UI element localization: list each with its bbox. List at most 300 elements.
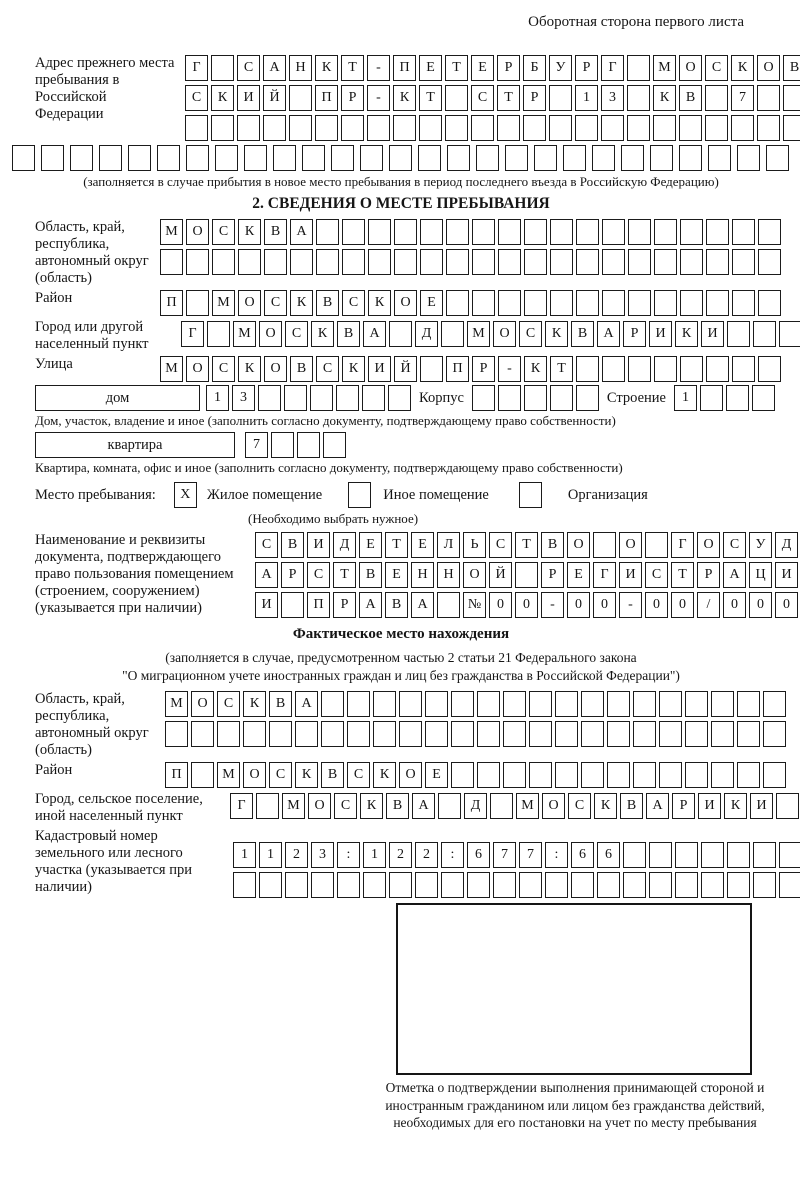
char-cell[interactable]: [763, 691, 786, 717]
char-cell[interactable]: [347, 691, 370, 717]
char-cell[interactable]: [576, 356, 599, 382]
char-cell[interactable]: Т: [333, 562, 356, 588]
char-cell[interactable]: [627, 55, 650, 81]
char-cell[interactable]: В: [281, 532, 304, 558]
char-cell[interactable]: В: [316, 290, 339, 316]
char-cell[interactable]: О: [259, 321, 282, 347]
char-cell[interactable]: [711, 721, 734, 747]
char-cell[interactable]: [654, 356, 677, 382]
char-cell[interactable]: 0: [723, 592, 746, 618]
char-cell[interactable]: С: [237, 55, 260, 81]
char-cell[interactable]: Н: [411, 562, 434, 588]
char-cell[interactable]: [524, 385, 547, 411]
char-cell[interactable]: [621, 145, 644, 171]
char-cell[interactable]: [297, 432, 320, 458]
char-cell[interactable]: [645, 532, 668, 558]
char-cell[interactable]: [732, 356, 755, 382]
char-cell[interactable]: М: [212, 290, 235, 316]
char-cell[interactable]: С: [217, 691, 240, 717]
char-cell[interactable]: [549, 115, 572, 141]
char-cell[interactable]: О: [619, 532, 642, 558]
char-cell[interactable]: Р: [623, 321, 646, 347]
char-cell[interactable]: Е: [567, 562, 590, 588]
char-cell[interactable]: М: [160, 219, 183, 245]
char-cell[interactable]: [659, 691, 682, 717]
char-cell[interactable]: [680, 356, 703, 382]
char-cell[interactable]: [711, 762, 734, 788]
char-cell[interactable]: [581, 721, 604, 747]
char-cell[interactable]: [550, 290, 573, 316]
char-cell[interactable]: [654, 290, 677, 316]
char-cell[interactable]: А: [411, 592, 434, 618]
char-cell[interactable]: [602, 290, 625, 316]
char-cell[interactable]: [623, 872, 646, 898]
char-cell[interactable]: [12, 145, 35, 171]
char-cell[interactable]: [534, 145, 557, 171]
char-cell[interactable]: [633, 762, 656, 788]
residential-premises-checkbox[interactable]: X: [174, 482, 197, 508]
char-cell[interactable]: [70, 145, 93, 171]
char-cell[interactable]: [323, 432, 346, 458]
char-cell[interactable]: [467, 872, 490, 898]
char-cell[interactable]: И: [255, 592, 278, 618]
char-cell[interactable]: У: [549, 55, 572, 81]
char-cell[interactable]: К: [368, 290, 391, 316]
char-cell[interactable]: 3: [232, 385, 255, 411]
char-cell[interactable]: П: [307, 592, 330, 618]
char-cell[interactable]: [128, 145, 151, 171]
char-cell[interactable]: 3: [311, 842, 334, 868]
char-cell[interactable]: [708, 145, 731, 171]
char-cell[interactable]: [701, 872, 724, 898]
char-cell[interactable]: [727, 321, 750, 347]
char-cell[interactable]: И: [619, 562, 642, 588]
char-cell[interactable]: [497, 115, 520, 141]
char-cell[interactable]: С: [185, 85, 208, 111]
char-cell[interactable]: [727, 872, 750, 898]
char-cell[interactable]: 7: [493, 842, 516, 868]
char-cell[interactable]: [753, 321, 776, 347]
char-cell[interactable]: [503, 762, 526, 788]
char-cell[interactable]: В: [783, 55, 800, 81]
char-cell[interactable]: [360, 145, 383, 171]
char-cell[interactable]: [627, 85, 650, 111]
char-cell[interactable]: [420, 356, 443, 382]
char-cell[interactable]: И: [649, 321, 672, 347]
char-cell[interactable]: [654, 219, 677, 245]
char-cell[interactable]: [700, 385, 723, 411]
char-cell[interactable]: И: [368, 356, 391, 382]
char-cell[interactable]: [388, 385, 411, 411]
char-cell[interactable]: [362, 385, 385, 411]
char-cell[interactable]: [628, 290, 651, 316]
char-cell[interactable]: [523, 115, 546, 141]
char-cell[interactable]: А: [295, 691, 318, 717]
char-cell[interactable]: [244, 145, 267, 171]
char-cell[interactable]: С: [264, 290, 287, 316]
char-cell[interactable]: [706, 249, 729, 275]
char-cell[interactable]: 2: [285, 842, 308, 868]
char-cell[interactable]: [316, 249, 339, 275]
char-cell[interactable]: С: [255, 532, 278, 558]
char-cell[interactable]: [524, 219, 547, 245]
char-cell[interactable]: Т: [385, 532, 408, 558]
char-cell[interactable]: Й: [263, 85, 286, 111]
char-cell[interactable]: О: [186, 356, 209, 382]
char-cell[interactable]: [753, 872, 776, 898]
char-cell[interactable]: [420, 249, 443, 275]
char-cell[interactable]: Г: [671, 532, 694, 558]
char-cell[interactable]: [766, 145, 789, 171]
char-cell[interactable]: -: [498, 356, 521, 382]
char-cell[interactable]: [711, 691, 734, 717]
char-cell[interactable]: [368, 249, 391, 275]
char-cell[interactable]: [289, 85, 312, 111]
char-cell[interactable]: [519, 872, 542, 898]
char-cell[interactable]: Р: [523, 85, 546, 111]
char-cell[interactable]: [498, 385, 521, 411]
char-cell[interactable]: [368, 219, 391, 245]
char-cell[interactable]: :: [337, 842, 360, 868]
char-cell[interactable]: [731, 115, 754, 141]
char-cell[interactable]: Д: [415, 321, 438, 347]
char-cell[interactable]: [576, 290, 599, 316]
char-cell[interactable]: [472, 290, 495, 316]
char-cell[interactable]: -: [367, 85, 390, 111]
char-cell[interactable]: [571, 872, 594, 898]
char-cell[interactable]: Б: [523, 55, 546, 81]
char-cell[interactable]: А: [412, 793, 435, 819]
char-cell[interactable]: 0: [749, 592, 772, 618]
char-cell[interactable]: [185, 115, 208, 141]
char-cell[interactable]: [732, 219, 755, 245]
char-cell[interactable]: [321, 721, 344, 747]
char-cell[interactable]: С: [316, 356, 339, 382]
char-cell[interactable]: Т: [497, 85, 520, 111]
char-cell[interactable]: [705, 115, 728, 141]
char-cell[interactable]: [425, 721, 448, 747]
char-cell[interactable]: Р: [497, 55, 520, 81]
char-cell[interactable]: Е: [385, 562, 408, 588]
char-cell[interactable]: [290, 249, 313, 275]
char-cell[interactable]: 3: [601, 85, 624, 111]
char-cell[interactable]: М: [233, 321, 256, 347]
char-cell[interactable]: Г: [230, 793, 253, 819]
char-cell[interactable]: М: [217, 762, 240, 788]
char-cell[interactable]: К: [238, 219, 261, 245]
char-cell[interactable]: А: [359, 592, 382, 618]
char-cell[interactable]: [419, 115, 442, 141]
char-cell[interactable]: 0: [515, 592, 538, 618]
char-cell[interactable]: [347, 721, 370, 747]
char-cell[interactable]: Ь: [463, 532, 486, 558]
char-cell[interactable]: С: [212, 356, 235, 382]
char-cell[interactable]: [437, 592, 460, 618]
char-cell[interactable]: А: [597, 321, 620, 347]
char-cell[interactable]: :: [545, 842, 568, 868]
char-cell[interactable]: [215, 145, 238, 171]
char-cell[interactable]: [99, 145, 122, 171]
char-cell[interactable]: С: [723, 532, 746, 558]
char-cell[interactable]: К: [311, 321, 334, 347]
char-cell[interactable]: [726, 385, 749, 411]
char-cell[interactable]: [425, 691, 448, 717]
char-cell[interactable]: [186, 249, 209, 275]
char-cell[interactable]: К: [393, 85, 416, 111]
char-cell[interactable]: У: [749, 532, 772, 558]
char-cell[interactable]: [186, 290, 209, 316]
char-cell[interactable]: Г: [185, 55, 208, 81]
char-cell[interactable]: Й: [489, 562, 512, 588]
char-cell[interactable]: Д: [775, 532, 798, 558]
char-cell[interactable]: К: [238, 356, 261, 382]
char-cell[interactable]: А: [263, 55, 286, 81]
char-cell[interactable]: [633, 691, 656, 717]
char-cell[interactable]: [705, 85, 728, 111]
char-cell[interactable]: Р: [333, 592, 356, 618]
char-cell[interactable]: Т: [341, 55, 364, 81]
char-cell[interactable]: О: [399, 762, 422, 788]
char-cell[interactable]: [576, 219, 599, 245]
char-cell[interactable]: [477, 762, 500, 788]
char-cell[interactable]: Р: [541, 562, 564, 588]
char-cell[interactable]: О: [493, 321, 516, 347]
char-cell[interactable]: М: [160, 356, 183, 382]
char-cell[interactable]: [191, 721, 214, 747]
char-cell[interactable]: [529, 762, 552, 788]
char-cell[interactable]: [597, 872, 620, 898]
char-cell[interactable]: 0: [775, 592, 798, 618]
char-cell[interactable]: В: [541, 532, 564, 558]
char-cell[interactable]: А: [255, 562, 278, 588]
char-cell[interactable]: [438, 793, 461, 819]
char-cell[interactable]: [447, 145, 470, 171]
char-cell[interactable]: [389, 872, 412, 898]
char-cell[interactable]: [576, 385, 599, 411]
organization-checkbox[interactable]: [519, 482, 542, 508]
char-cell[interactable]: [472, 219, 495, 245]
char-cell[interactable]: [550, 249, 573, 275]
char-cell[interactable]: 7: [519, 842, 542, 868]
char-cell[interactable]: К: [243, 691, 266, 717]
char-cell[interactable]: [420, 219, 443, 245]
char-cell[interactable]: М: [653, 55, 676, 81]
char-cell[interactable]: О: [186, 219, 209, 245]
char-cell[interactable]: Р: [672, 793, 695, 819]
char-cell[interactable]: [737, 721, 760, 747]
char-cell[interactable]: [472, 385, 495, 411]
char-cell[interactable]: М: [516, 793, 539, 819]
char-cell[interactable]: [498, 219, 521, 245]
char-cell[interactable]: [763, 721, 786, 747]
char-cell[interactable]: [284, 385, 307, 411]
char-cell[interactable]: С: [342, 290, 365, 316]
char-cell[interactable]: О: [308, 793, 331, 819]
char-cell[interactable]: П: [315, 85, 338, 111]
char-cell[interactable]: О: [238, 290, 261, 316]
char-cell[interactable]: М: [165, 691, 188, 717]
char-cell[interactable]: [451, 762, 474, 788]
char-cell[interactable]: Р: [281, 562, 304, 588]
char-cell[interactable]: [238, 249, 261, 275]
char-cell[interactable]: [628, 219, 651, 245]
char-cell[interactable]: [607, 691, 630, 717]
char-cell[interactable]: [758, 290, 781, 316]
char-cell[interactable]: [441, 872, 464, 898]
char-cell[interactable]: С: [471, 85, 494, 111]
char-cell[interactable]: 7: [245, 432, 268, 458]
char-cell[interactable]: 6: [467, 842, 490, 868]
char-cell[interactable]: В: [269, 691, 292, 717]
char-cell[interactable]: [701, 842, 724, 868]
char-cell[interactable]: [737, 762, 760, 788]
char-cell[interactable]: [367, 115, 390, 141]
char-cell[interactable]: 1: [674, 385, 697, 411]
char-cell[interactable]: 0: [593, 592, 616, 618]
char-cell[interactable]: [659, 721, 682, 747]
char-cell[interactable]: И: [701, 321, 724, 347]
char-cell[interactable]: [445, 115, 468, 141]
char-cell[interactable]: [679, 115, 702, 141]
char-cell[interactable]: [679, 145, 702, 171]
char-cell[interactable]: Е: [359, 532, 382, 558]
char-cell[interactable]: [211, 55, 234, 81]
char-cell[interactable]: [555, 721, 578, 747]
char-cell[interactable]: В: [337, 321, 360, 347]
char-cell[interactable]: [680, 290, 703, 316]
char-cell[interactable]: [627, 115, 650, 141]
char-cell[interactable]: [675, 842, 698, 868]
char-cell[interactable]: [758, 219, 781, 245]
char-cell[interactable]: [446, 219, 469, 245]
char-cell[interactable]: Ц: [749, 562, 772, 588]
char-cell[interactable]: Г: [181, 321, 204, 347]
char-cell[interactable]: Т: [445, 55, 468, 81]
char-cell[interactable]: К: [675, 321, 698, 347]
char-cell[interactable]: К: [315, 55, 338, 81]
char-cell[interactable]: В: [571, 321, 594, 347]
char-cell[interactable]: [446, 249, 469, 275]
char-cell[interactable]: [555, 762, 578, 788]
char-cell[interactable]: Н: [437, 562, 460, 588]
char-cell[interactable]: 1: [206, 385, 229, 411]
char-cell[interactable]: [650, 145, 673, 171]
char-cell[interactable]: И: [750, 793, 773, 819]
char-cell[interactable]: С: [347, 762, 370, 788]
char-cell[interactable]: [737, 145, 760, 171]
char-cell[interactable]: [524, 249, 547, 275]
char-cell[interactable]: [628, 249, 651, 275]
char-cell[interactable]: [259, 872, 282, 898]
char-cell[interactable]: Л: [437, 532, 460, 558]
char-cell[interactable]: [490, 793, 513, 819]
char-cell[interactable]: [256, 793, 279, 819]
char-cell[interactable]: 6: [597, 842, 620, 868]
char-cell[interactable]: [321, 691, 344, 717]
char-cell[interactable]: Т: [671, 562, 694, 588]
char-cell[interactable]: И: [775, 562, 798, 588]
char-cell[interactable]: К: [295, 762, 318, 788]
char-cell[interactable]: [285, 872, 308, 898]
char-cell[interactable]: [316, 219, 339, 245]
char-cell[interactable]: [752, 385, 775, 411]
char-cell[interactable]: К: [731, 55, 754, 81]
char-cell[interactable]: [776, 793, 799, 819]
char-cell[interactable]: [575, 115, 598, 141]
char-cell[interactable]: С: [307, 562, 330, 588]
char-cell[interactable]: И: [237, 85, 260, 111]
char-cell[interactable]: [732, 249, 755, 275]
char-cell[interactable]: [727, 842, 750, 868]
char-cell[interactable]: [477, 721, 500, 747]
char-cell[interactable]: [269, 721, 292, 747]
char-cell[interactable]: С: [519, 321, 542, 347]
char-cell[interactable]: Р: [575, 55, 598, 81]
char-cell[interactable]: [399, 691, 422, 717]
char-cell[interactable]: [446, 290, 469, 316]
char-cell[interactable]: [243, 721, 266, 747]
char-cell[interactable]: [732, 290, 755, 316]
char-cell[interactable]: О: [191, 691, 214, 717]
char-cell[interactable]: [217, 721, 240, 747]
char-cell[interactable]: [737, 691, 760, 717]
char-cell[interactable]: П: [446, 356, 469, 382]
char-cell[interactable]: -: [541, 592, 564, 618]
char-cell[interactable]: [264, 249, 287, 275]
char-cell[interactable]: [399, 721, 422, 747]
char-cell[interactable]: [336, 385, 359, 411]
char-cell[interactable]: Е: [419, 55, 442, 81]
char-cell[interactable]: В: [385, 592, 408, 618]
char-cell[interactable]: А: [646, 793, 669, 819]
char-cell[interactable]: [623, 842, 646, 868]
char-cell[interactable]: [633, 721, 656, 747]
char-cell[interactable]: С: [285, 321, 308, 347]
char-cell[interactable]: 7: [731, 85, 754, 111]
char-cell[interactable]: [191, 762, 214, 788]
char-cell[interactable]: 1: [575, 85, 598, 111]
char-cell[interactable]: [315, 115, 338, 141]
char-cell[interactable]: [471, 115, 494, 141]
char-cell[interactable]: [207, 321, 230, 347]
char-cell[interactable]: 6: [571, 842, 594, 868]
char-cell[interactable]: [451, 721, 474, 747]
char-cell[interactable]: [628, 356, 651, 382]
char-cell[interactable]: [157, 145, 180, 171]
char-cell[interactable]: [477, 691, 500, 717]
char-cell[interactable]: [295, 721, 318, 747]
char-cell[interactable]: А: [290, 219, 313, 245]
char-cell[interactable]: [341, 115, 364, 141]
char-cell[interactable]: О: [757, 55, 780, 81]
char-cell[interactable]: [675, 872, 698, 898]
char-cell[interactable]: А: [363, 321, 386, 347]
char-cell[interactable]: [563, 145, 586, 171]
char-cell[interactable]: [758, 249, 781, 275]
char-cell[interactable]: /: [697, 592, 720, 618]
char-cell[interactable]: [418, 145, 441, 171]
char-cell[interactable]: 2: [415, 842, 438, 868]
char-cell[interactable]: [289, 115, 312, 141]
char-cell[interactable]: [783, 115, 800, 141]
char-cell[interactable]: К: [373, 762, 396, 788]
char-cell[interactable]: К: [360, 793, 383, 819]
char-cell[interactable]: В: [620, 793, 643, 819]
char-cell[interactable]: [545, 872, 568, 898]
char-cell[interactable]: В: [321, 762, 344, 788]
char-cell[interactable]: [451, 691, 474, 717]
char-cell[interactable]: Р: [697, 562, 720, 588]
